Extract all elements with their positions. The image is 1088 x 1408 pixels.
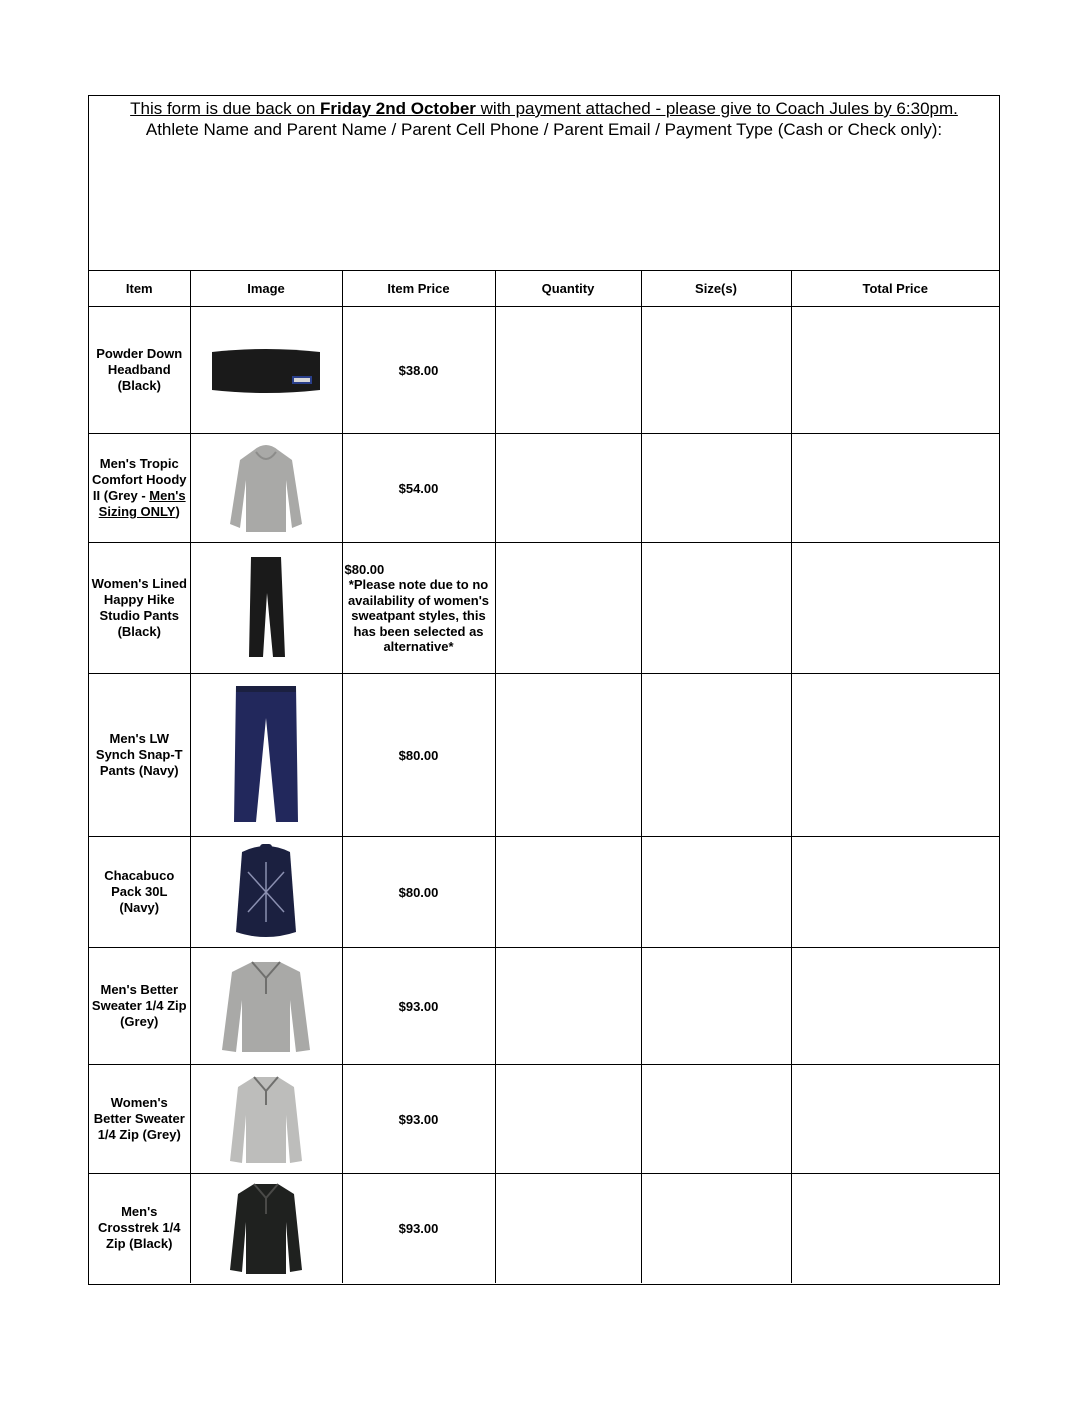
sizes-cell[interactable] xyxy=(641,837,791,948)
table-row xyxy=(89,1065,999,1174)
quantity-cell[interactable] xyxy=(495,1174,641,1283)
item-price: $80.00 xyxy=(342,674,495,837)
item-image xyxy=(190,1065,342,1174)
column-header-sizes: Size(s) xyxy=(641,270,791,307)
item-price-note: *Please note due to no availability of women's sweatpant styles, this has been selected as alternative* xyxy=(347,577,490,654)
quantity-cell[interactable] xyxy=(495,434,641,543)
total-price-cell[interactable] xyxy=(791,1174,999,1283)
item-price: $93.00 xyxy=(342,1065,495,1174)
item-image xyxy=(190,1174,342,1283)
item-image xyxy=(190,434,342,543)
table-row xyxy=(89,543,999,674)
table-row xyxy=(89,434,999,543)
quantity-cell[interactable] xyxy=(495,307,641,434)
table-row xyxy=(89,1174,999,1283)
sizes-cell[interactable] xyxy=(641,674,791,837)
sizes-cell[interactable] xyxy=(641,307,791,434)
item-price: $93.00 xyxy=(342,1174,495,1283)
sizes-cell[interactable] xyxy=(641,1174,791,1283)
table-header-row xyxy=(89,270,999,307)
total-price-cell[interactable] xyxy=(791,1065,999,1174)
item-price: $93.00 xyxy=(342,948,495,1065)
pants-icon xyxy=(241,553,291,663)
item-name: Powder Down Headband (Black) xyxy=(89,307,190,434)
column-header-item: Item xyxy=(89,270,190,307)
column-header-image: Image xyxy=(190,270,342,307)
item-name xyxy=(89,434,190,543)
item-image xyxy=(190,948,342,1065)
total-price-cell[interactable] xyxy=(791,837,999,948)
sweater-icon xyxy=(226,1178,306,1278)
due-prefix: This form is due back on xyxy=(130,99,321,118)
item-name: Men's Crosstrek 1/4 Zip (Black) xyxy=(89,1174,190,1283)
item-price-value: $80.00 xyxy=(344,561,385,577)
total-price-cell[interactable] xyxy=(791,948,999,1065)
pants-icon xyxy=(226,682,306,828)
sizes-cell[interactable] xyxy=(641,948,791,1065)
item-price xyxy=(342,543,495,674)
due-date: Friday 2nd October xyxy=(320,99,476,118)
item-price: $38.00 xyxy=(342,307,495,434)
sweater-icon xyxy=(226,1071,306,1167)
quantity-cell[interactable] xyxy=(495,543,641,674)
item-price: $80.00 xyxy=(342,837,495,948)
sizes-cell[interactable] xyxy=(641,1065,791,1174)
item-name-text: Men's Tropic Comfort Hoody II (Grey - xyxy=(91,456,187,503)
sizes-cell[interactable] xyxy=(641,434,791,543)
due-suffix: with payment attached - please give to Coach Jules by 6:30pm. xyxy=(475,99,958,118)
item-image xyxy=(190,837,342,948)
quantity-cell[interactable] xyxy=(495,1065,641,1174)
column-header-price: Item Price xyxy=(342,270,495,307)
table-row xyxy=(89,674,999,837)
due-notice xyxy=(89,98,999,119)
table-row xyxy=(89,307,999,434)
hoody-icon xyxy=(226,440,306,536)
column-header-total: Total Price xyxy=(791,270,999,307)
item-name-underline: Men's Sizing ONLY xyxy=(98,488,186,519)
sizes-cell[interactable] xyxy=(641,543,791,674)
headband-icon xyxy=(206,340,326,400)
order-table xyxy=(89,270,999,1283)
item-name: Chacabuco Pack 30L (Navy) xyxy=(89,837,190,948)
order-form xyxy=(88,95,1000,1285)
form-header xyxy=(89,96,999,271)
column-header-quantity: Quantity xyxy=(495,270,641,307)
table-row xyxy=(89,837,999,948)
quantity-cell[interactable] xyxy=(495,674,641,837)
item-image xyxy=(190,543,342,674)
item-price: $54.00 xyxy=(342,434,495,543)
fields-instruction: Athlete Name and Parent Name / Parent Cell Phone / Parent Email / Payment Type (Cash or Check only): xyxy=(145,120,943,139)
item-name-suffix: ) xyxy=(175,504,180,519)
quantity-cell[interactable] xyxy=(495,837,641,948)
sweater-icon xyxy=(218,956,314,1056)
backpack-icon xyxy=(226,842,306,942)
item-name: Men's Better Sweater 1/4 Zip (Grey) xyxy=(89,948,190,1065)
item-name: Women's Better Sweater 1/4 Zip (Grey) xyxy=(89,1065,190,1174)
item-image xyxy=(190,307,342,434)
quantity-cell[interactable] xyxy=(495,948,641,1065)
item-name: Women's Lined Happy Hike Studio Pants (Black) xyxy=(89,543,190,674)
total-price-cell[interactable] xyxy=(791,543,999,674)
total-price-cell[interactable] xyxy=(791,434,999,543)
item-name: Men's LW Synch Snap-T Pants (Navy) xyxy=(89,674,190,837)
total-price-cell[interactable] xyxy=(791,674,999,837)
total-price-cell[interactable] xyxy=(791,307,999,434)
table-row xyxy=(89,948,999,1065)
item-image xyxy=(190,674,342,837)
